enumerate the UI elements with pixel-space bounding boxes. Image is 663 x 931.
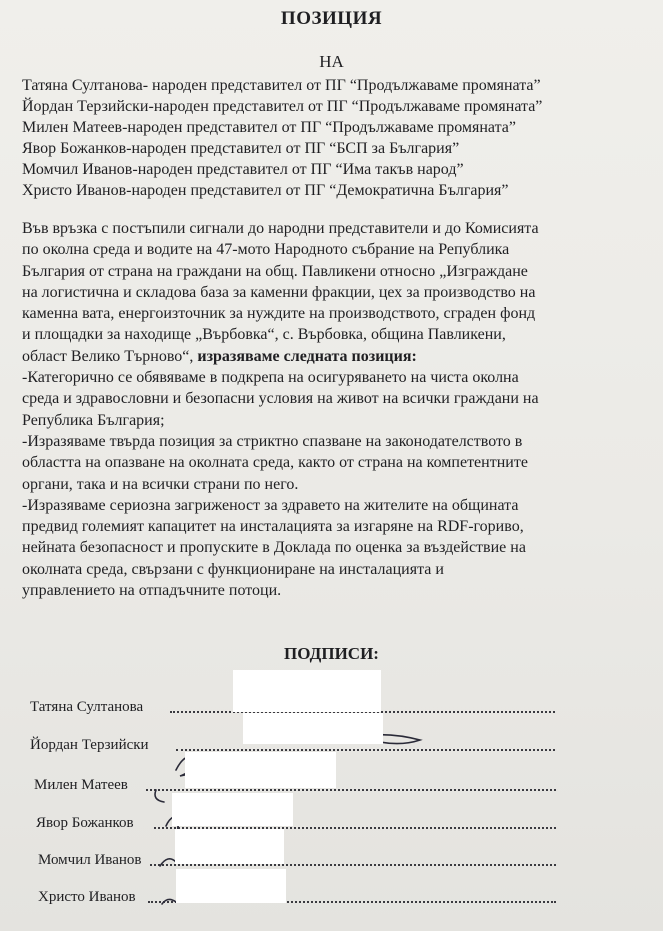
addressee-line: Йордан Терзийски-народен представител от ПГ “Продължаваме промяната” (22, 98, 543, 115)
body-line: нейната безопасност и пропуските в Доклада по оценка за въздействие на (22, 539, 526, 557)
body-line: органи, така и на всички страни по него. (22, 475, 299, 493)
body-line: Във връзка с постъпили сигнали до народни представители и до Комисията (22, 220, 539, 237)
redaction-box (172, 793, 293, 826)
signatory-name: Татяна Султанова (30, 699, 144, 715)
body-text: област Велико Търново“, (22, 347, 194, 365)
position-statement: изразяваме следната позиция: (197, 347, 417, 365)
signatory-name: Христо Иванов (38, 889, 136, 905)
signature-scribble (155, 790, 164, 802)
body-line: -Категорично се обявяваме в подкрепа на осигуряването на чиста околна (22, 369, 519, 387)
redaction-box (243, 713, 383, 744)
redaction-box (185, 752, 336, 788)
body-line: среда и здравословни и безопасни условия на живот на всички граждани на (22, 390, 539, 408)
signatory-name: Явор Божанков (36, 815, 134, 831)
body-line: предвид големият капацитет на инсталацията за изгаряне на RDF-гориво, (22, 518, 524, 536)
body-line: и площадки за находище „Върбовка“, с. Върбовка, община Павликени, (22, 326, 506, 344)
addressee-line: Момчил Иванов-народен представител от ПГ “Има такъв народ” (22, 161, 464, 178)
addressee-line: Татяна Султанова- народен представител от ПГ “Продължаваме промяната” (22, 77, 541, 94)
body-line: Република България; (22, 411, 165, 429)
body-line: управлението на отпадъчните потоци. (22, 582, 282, 600)
signature-scribble (160, 859, 176, 866)
signatory-name: Милен Матеев (34, 777, 128, 793)
body-line: България от страна на граждани на общ. Павликени относно „Изграждане (22, 262, 528, 280)
addressed-to-label: НА (319, 52, 344, 71)
signatory-name: Йордан Терзийски (30, 737, 149, 753)
body-line: -Изразяваме твърда позиция за стриктно спазване на законодателството в (22, 432, 523, 450)
addressee-line: Милен Матеев-народен представител от ПГ “Продължаваме промяната” (22, 119, 517, 136)
body-line: областта на опазване на околната среда, както от страна на компетентните (22, 454, 528, 472)
body-line: околната среда, свързани с функциониране на инсталацията и (22, 560, 444, 578)
body-line: каменна вата, енергоизточник за нуждите на производството, сграден фонд (22, 305, 536, 323)
signatures-title: ПОДПИСИ: (284, 644, 379, 663)
body-line: -Изразяваме сериозна загриженост за здравето на жителите на общината (22, 496, 519, 514)
addressee-line: Явор Божанков-народен представител от ПГ “БСП за България” (22, 140, 460, 157)
addressee-line: Христо Иванов-народен представител от ПГ “Демократична България” (22, 182, 509, 199)
redaction-box (176, 869, 286, 903)
signature-scribble (162, 899, 176, 904)
body-line: по околна среда и водите на 47-мото Народното събрание на Република (22, 241, 510, 259)
document-title: ПОЗИЦИЯ (280, 8, 383, 29)
redaction-box (233, 670, 381, 712)
redaction-box (175, 829, 284, 864)
signatory-name: Момчил Иванов (38, 852, 142, 868)
body-line: на логистична и складова база за каменни фракции, цех за производство на (22, 283, 536, 301)
